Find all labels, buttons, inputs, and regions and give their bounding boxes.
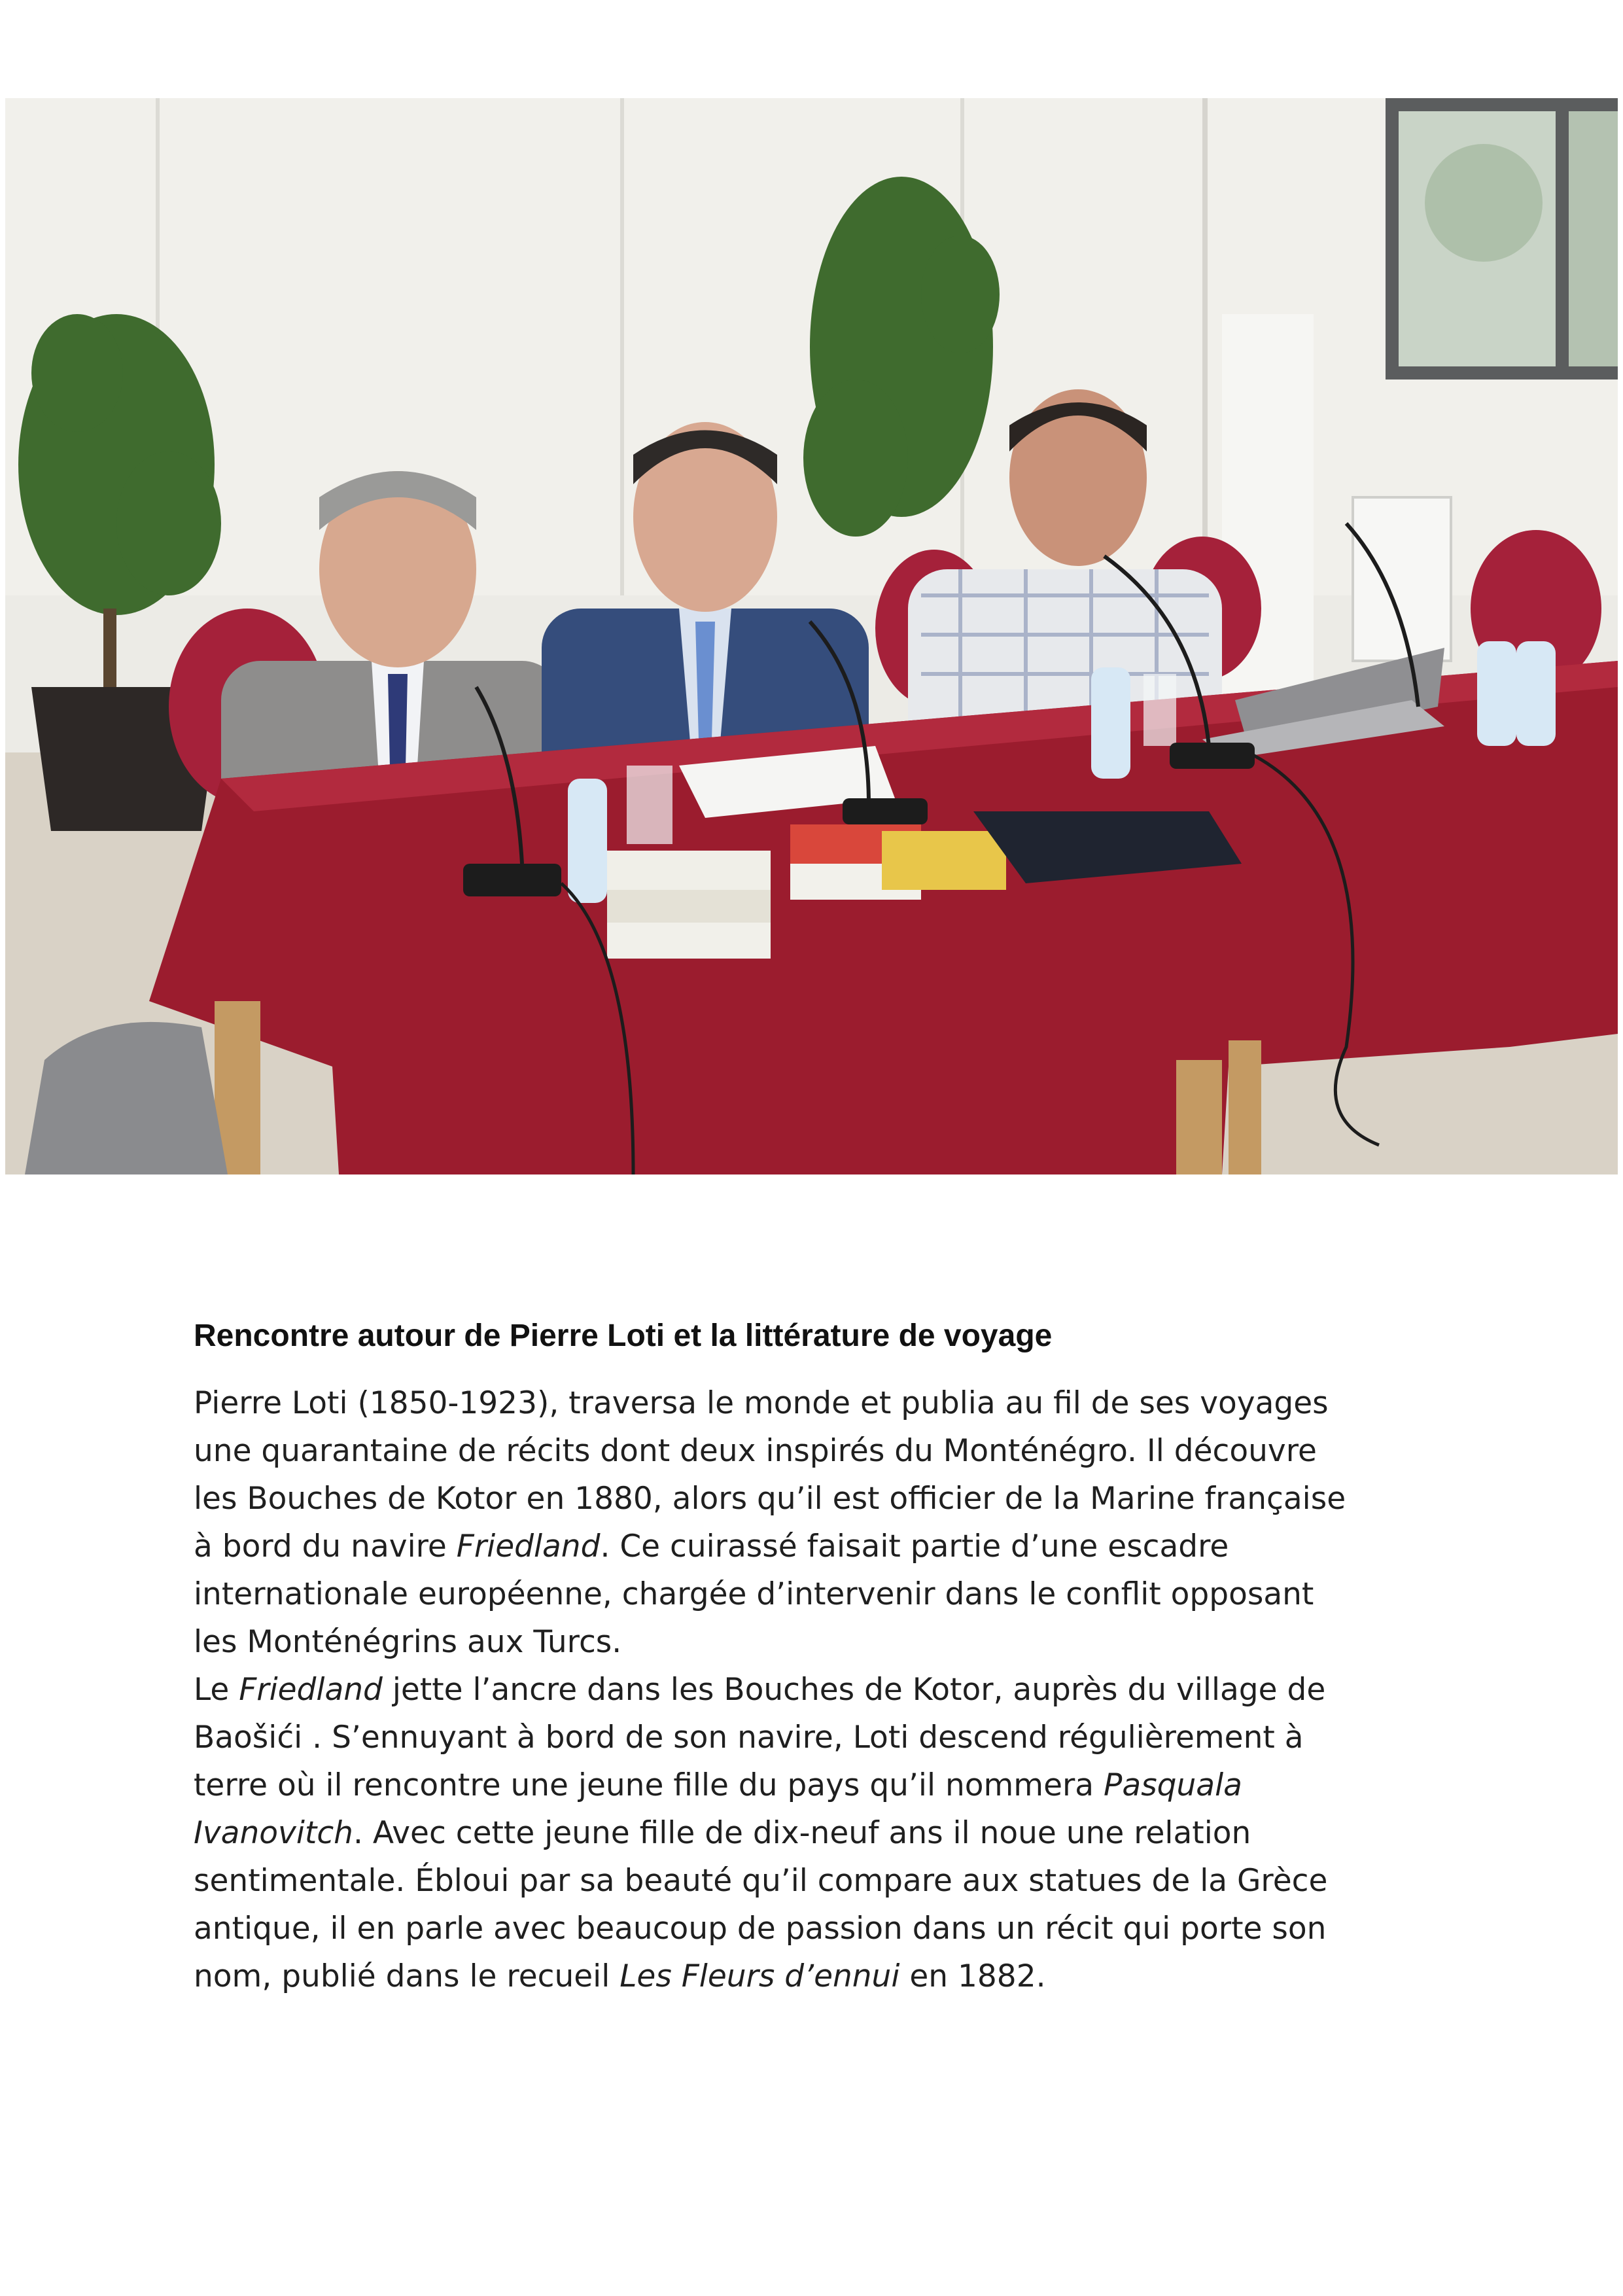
article-line — [194, 1761, 1437, 1809]
article-line — [194, 1570, 1437, 1618]
body-text: Le — [194, 1672, 239, 1708]
body-text: antique, il en parle avec beaucoup de passion dans un récit qui porte son — [194, 1911, 1327, 1947]
body-text: Pierre Loti (1850-1923), traversa le monde et publia au fil de ses voyages — [194, 1385, 1329, 1421]
body-text: une quarantaine de récits dont deux inspirés du Monténégro. Il découvre — [194, 1433, 1317, 1469]
body-text: les Monténégrins aux Turcs. — [194, 1624, 622, 1660]
body-text: sentimentale. Ébloui par sa beauté qu’il compare aux statues de la Grèce — [194, 1863, 1328, 1899]
body-text: nom, publié dans le recueil — [194, 1958, 620, 1994]
article-line — [194, 1523, 1437, 1570]
event-photo — [5, 98, 1618, 1174]
article-line — [194, 1857, 1437, 1905]
body-text: . Ce cuirassé faisait partie d’une escadre — [600, 1528, 1229, 1564]
body-text: . Avec cette jeune fille de dix-neuf ans il noue une relation — [353, 1815, 1251, 1851]
article-line — [194, 1618, 1437, 1666]
article-line — [194, 1666, 1437, 1714]
conference-scene-illustration — [5, 98, 1618, 1174]
body-text: internationale européenne, chargée d’intervenir dans le conflit opposant — [194, 1576, 1314, 1612]
article-line — [194, 1809, 1437, 1857]
article — [194, 1315, 1437, 2000]
article-line — [194, 1905, 1437, 1952]
article-body — [194, 1379, 1437, 2000]
article-line — [194, 1714, 1437, 1761]
article-line — [194, 1952, 1437, 2000]
article-line — [194, 1379, 1437, 1427]
body-text: jette l’ancre dans les Bouches de Kotor, auprès du village de — [382, 1672, 1326, 1708]
body-text: en 1882. — [899, 1958, 1046, 1994]
italic-title-text: Ivanovitch — [194, 1815, 353, 1851]
article-title: Rencontre autour de Pierre Loti et la littérature de voyage — [194, 1318, 1053, 1353]
body-text: les Bouches de Kotor en 1880, alors qu’il est officier de la Marine française — [194, 1481, 1346, 1517]
article-line — [194, 1475, 1437, 1523]
italic-title-text: Les Fleurs d’ennui — [620, 1958, 900, 1994]
italic-title-text: Friedland — [456, 1528, 601, 1564]
italic-title-text: Friedland — [239, 1672, 383, 1708]
article-line — [194, 1427, 1437, 1475]
italic-title-text: Pasquala — [1104, 1767, 1242, 1803]
body-text: à bord du navire — [194, 1528, 457, 1564]
body-text: Baošići . S’ennuyant à bord de son navire, Loti descend régulièrement à — [194, 1720, 1304, 1756]
body-text: terre où il rencontre une jeune fille du pays qu’il nommera — [194, 1767, 1104, 1803]
